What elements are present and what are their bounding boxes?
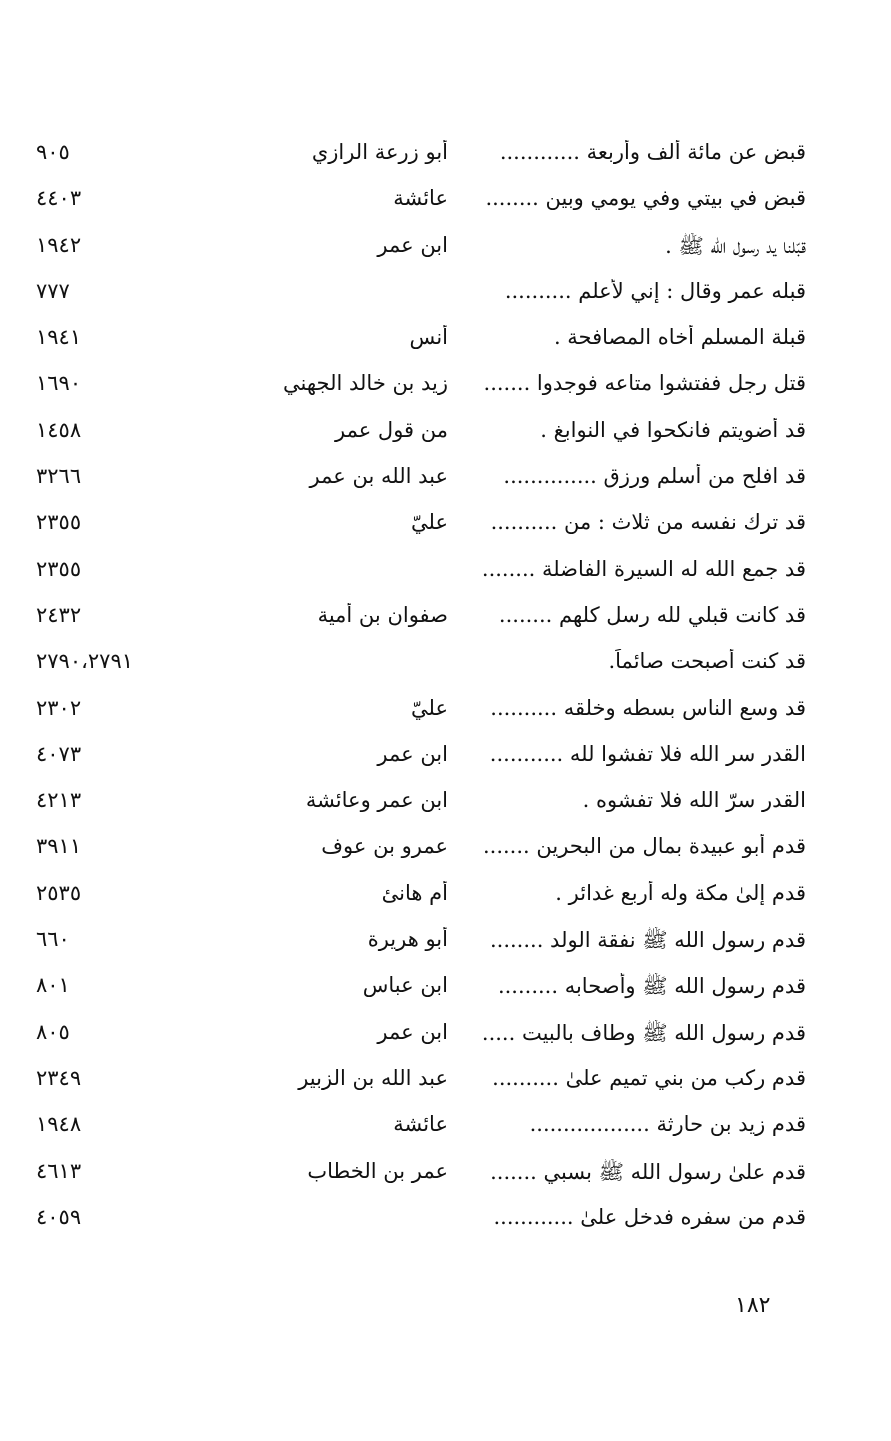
entry-narrator: عبد الله بن عمر [309,464,448,489]
index-entry [36,363,806,409]
entry-phrase: قد وسع الناس بسطه وخلقه .......... [490,695,806,720]
entry-phrase: قدم علىٰ رسول الله ﷺ بسبي ....... [490,1159,806,1184]
index-entry [36,734,806,780]
entry-hadith-number: ٢٣٥٥ [36,556,82,581]
entry-narrator: ابن عمر [377,232,448,257]
entry-phrase: قبلة المسلم أخاه المصافحة . [553,325,806,350]
index-entry [36,688,806,734]
entry-narrator: أم هانئ [381,880,448,905]
entry-hadith-number: ٣٩١١ [36,834,82,859]
entry-narrator: عائشة [393,186,448,211]
entry-narrator: أبو زرعة الرازي [311,140,448,164]
entry-narrator: زيد بن خالد الجهني [283,371,448,396]
entry-hadith-number: ١٩٤٨ [36,1112,82,1137]
entry-hadith-number: ٤٠٧٣ [36,741,82,766]
entry-narrator: عبد الله بن الزبير [298,1065,448,1090]
entry-narrator: أنس [409,325,448,350]
entry-hadith-number: ١٦٩٠ [36,371,82,396]
entry-hadith-number: ٢٥٣٥ [36,880,82,905]
index-entry [36,1151,806,1197]
entry-phrase: قد كانت قبلي لله رسل كلهم ........ [498,602,806,627]
entry-hadith-number: ٧٧٧ [36,278,70,303]
index-entry [36,873,806,919]
index-entry [36,410,806,456]
entry-phrase: قبّلنا يد رسول الله ﷺ . [665,233,806,258]
entry-hadith-number: ٢٣٥٥ [36,510,82,535]
entry-phrase: قد كنت أصبحت صائماً. [608,649,806,674]
entry-narrator: عائشة [393,1112,448,1137]
entry-hadith-number: ٤٠٥٩ [36,1204,82,1229]
index-entry [36,502,806,548]
entry-narrator: من قول عمر [335,417,448,442]
entry-phrase: قد جمع الله له السيرة الفاضلة ........ [481,556,806,581]
entry-hadith-number: ٢٣٤٩ [36,1065,82,1090]
entry-narrator: عمرو بن عوف [321,834,448,859]
entry-hadith-number: ٢٤٣٢ [36,602,82,627]
index-entry [36,780,806,826]
entry-hadith-number: ٤٢١٣ [36,788,82,813]
entry-narrator: عليّ [411,695,448,720]
entry-phrase: القدر سرّ الله فلا تفشوه . [582,788,806,813]
entry-phrase: قد ترك نفسه من ثلاث : من .......... [490,510,806,535]
index-entry [36,549,806,595]
entry-phrase: قد أضويتم فانكحوا في النوابغ . [540,417,806,442]
entry-narrator: أبو هريرة [367,927,448,952]
entry-hadith-number: ٨٠٥ [36,1019,70,1044]
entry-narrator: عليّ [411,510,448,535]
index-entry [36,641,806,687]
entry-phrase: قدم من سفره فدخل علىٰ ............ [493,1204,806,1229]
entry-narrator: عمر بن الخطاب [307,1158,448,1183]
entry-narrator: ابن عمر وعائشة [305,788,448,813]
index-entry [36,595,806,641]
entry-phrase: قدم زيد بن حارثة .................. [529,1112,806,1137]
index-entry [36,1058,806,1104]
entry-narrator: صفوان بن أمية [317,602,448,627]
entry-phrase: القدر سر الله فلا تفشوا لله ........... [489,741,806,766]
index-entries [36,132,806,1243]
entry-phrase: قدم أبو عبيدة بمال من البحرين ....... [482,834,806,859]
index-entry [36,317,806,363]
entry-narrator: ابن عمر [377,741,448,766]
entry-hadith-number: ٢٧٩٠،٢٧٩١ [36,649,134,674]
entry-hadith-number: ١٩٤٢ [36,232,82,257]
index-entry [36,225,806,271]
entry-phrase: قبله عمر وقال : إني لأعلم .......... [504,278,806,303]
entry-phrase: قدم رسول الله ﷺ وطاف بالبيت ..... [481,1020,806,1045]
entry-phrase: قبض في بيتي وفي يومي وبين ........ [485,186,806,211]
entry-hadith-number: ٤٤٠٣ [36,186,82,211]
entry-hadith-number: ٩٠٥ [36,140,70,164]
entry-phrase: قتل رجل ففتشوا متاعه فوجدوا ....... [483,371,806,396]
entry-phrase: قدم ركب من بني تميم علىٰ .......... [492,1065,806,1090]
entry-phrase: قدم إلىٰ مكة وله أربع غدائر . [555,880,806,905]
entry-narrator: ابن عمر [377,1019,448,1044]
entry-narrator: ابن عباس [362,973,448,998]
entry-hadith-number: ٢٣٠٢ [36,695,82,720]
entry-phrase: قد افلح من أسلم ورزق .............. [503,464,806,489]
entry-hadith-number: ٤٦١٣ [36,1158,82,1183]
index-entry [36,1197,806,1243]
index-entry [36,132,806,178]
entry-hadith-number: ٦٦٠ [36,927,70,952]
entry-hadith-number: ١٤٥٨ [36,417,82,442]
index-entry [36,965,806,1011]
index-entry [36,178,806,224]
entry-hadith-number: ١٩٤١ [36,325,82,350]
index-entry [36,826,806,872]
entry-hadith-number: ٨٠١ [36,973,70,998]
entry-phrase: قدم رسول الله ﷺ نفقة الولد ........ [489,928,806,953]
index-entry [36,1104,806,1150]
index-entry [36,456,806,502]
entry-phrase: قدم رسول الله ﷺ وأصحابه ......... [497,974,806,999]
index-entry [36,1012,806,1058]
entry-phrase: قبض عن مائة ألف وأربعة ............ [499,140,806,164]
page-number: ١٨٢ [735,1293,771,1318]
index-entry [36,919,806,965]
entry-hadith-number: ٣٢٦٦ [36,464,82,489]
index-entry [36,271,806,317]
